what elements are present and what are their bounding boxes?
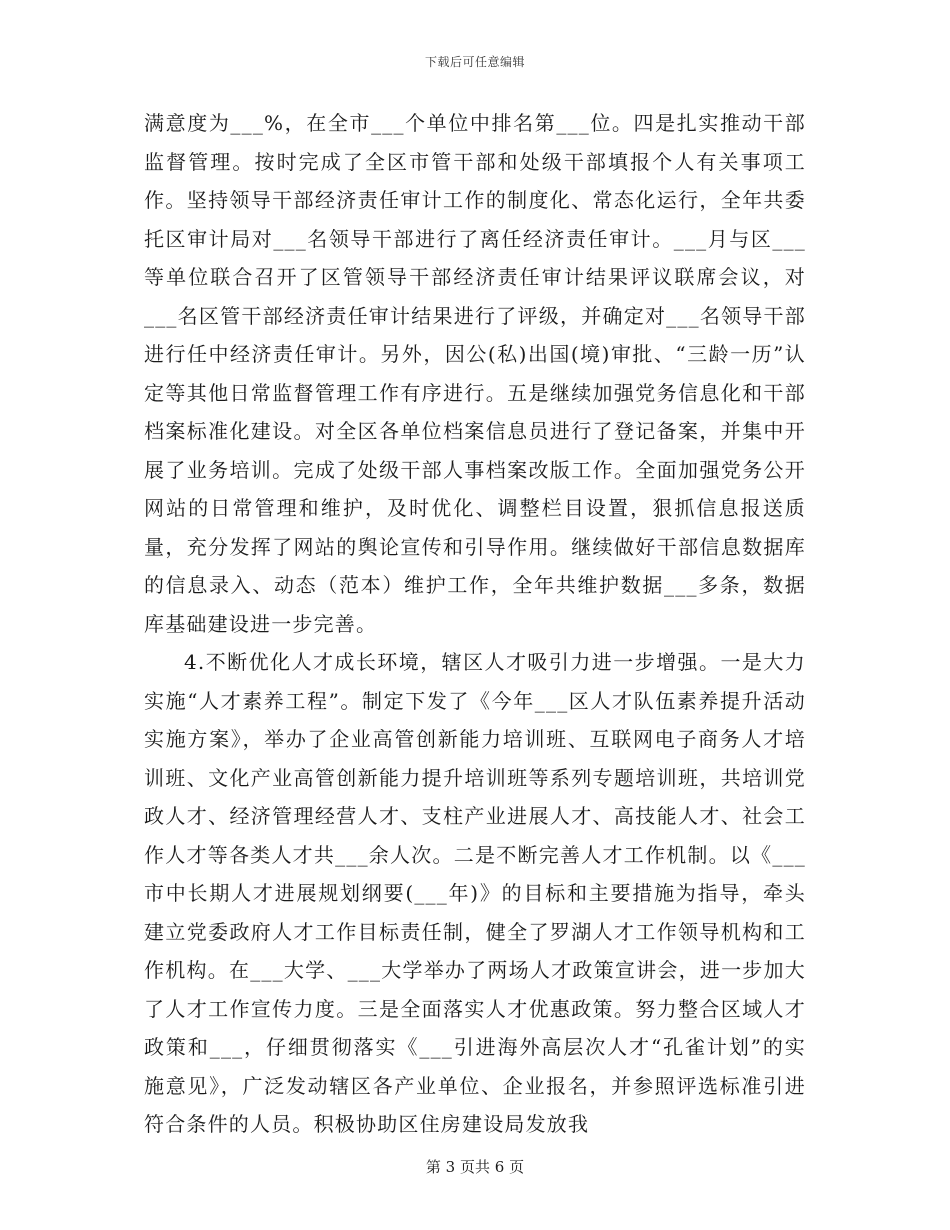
document-body [144, 104, 806, 1144]
page-header: 下载后可任意编辑 [424, 55, 525, 69]
page-footer: 第 3 页共 6 页 [425, 1158, 525, 1176]
paragraph-1: 满意度为___%，在全市___个单位中排名第___位。四是扎实推动干部监督管理。按时完成了全区市管干部和处级干部填报个人有关事项工作。坚持领导干部经济责任审计工作的制度化、常态化运行，全年共委托区审计局对___名领导干部进行了离任经济责任审计。___月与区___等单位联合召开了区管领导干部经济责任审计结果评议联席会议，对___名区管干部经济责任审计结果进行了评级，并确定对___名领导干部进行任中经济责任审计。另外，因公(私)出国(境)审批、“三龄一历”认定等其他日常监督管理工作有序进行。五是继续加强党务信息化和干部档案标准化建设。对全区各单位档案信息员进行了登记备案，并集中开展了业务培训。完成了处级干部人事档案改版工作。全面加强党务公开网站的日常管理和维护，及时优化、调整栏目设置，狠抓信息报送质量，充分发挥了网站的舆论宣传和引导作用。继续做好干部信息数据库的信息录入、动态（范本）维护工作，全年共维护数据___多条，数据库基础建设进一步完善。 [144, 111, 806, 636]
paragraph-2: 4.不断优化人才成长环境，辖区人才吸引力进一步增强。一是大力实施“人才素养工程”。制定下发了《今年___区人才队伍素养提升活动实施方案》，举办了企业高管创新能力培训班、互联网电子商务人才培训班、文化产业高管创新能力提升培训班等系列专题培训班，共培训党政人才、经济管理经营人才、支柱产业进展人才、高技能人才、社会工作人才等各类人才共___余人次。二是不断完善人才工作机制。以《___市中长期人才进展规划纲要(___年)》的目标和主要措施为指导，牵头建立党委政府人才工作目标责任制，健全了罗湖人才工作领导机构和工作机构。在___大学、___大学举办了两场人才政策宣讲会，进一步加大了人才工作宣传力度。三是全面落实人才优惠政策。努力整合区域人才政策和___，仔细贯彻落实《___引进海外高层次人才“孔雀计划”的实施意见》，广泛发动辖区各产业单位、企业报名，并参照评选标准引进符合条件的人员。积极协助区住房建设局发放我 [144, 650, 806, 1136]
